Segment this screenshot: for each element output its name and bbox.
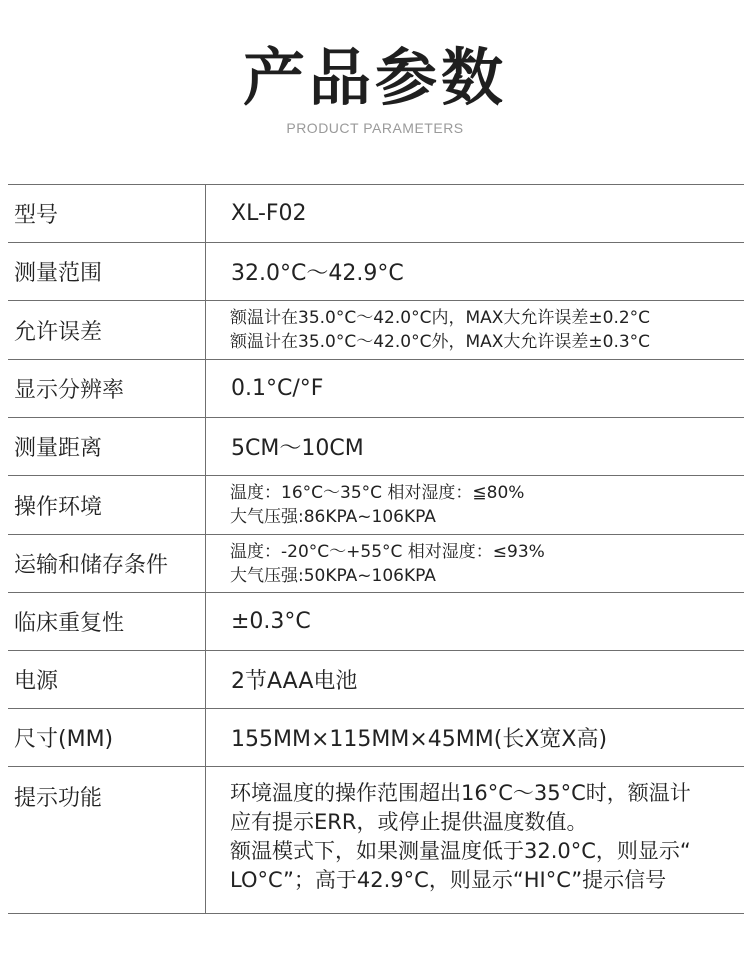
spec-label: 显示分辨率 bbox=[8, 360, 206, 417]
spec-label: 尺寸(MM) bbox=[8, 709, 206, 766]
spec-value-line: LO°C”；高于42.9°C，则显示“HI°C”提示信号 bbox=[230, 868, 667, 892]
spec-value-text: 2节AAA电池 bbox=[231, 669, 358, 694]
spec-value-text: 155MM×115MM×45MM(长X宽X高) bbox=[231, 727, 608, 752]
spec-value bbox=[206, 418, 744, 475]
spec-row-operating bbox=[8, 476, 744, 535]
spec-value-text: ±0.3°C bbox=[231, 609, 311, 634]
page-title: 产品参数 bbox=[242, 41, 507, 114]
spec-row-repeatability bbox=[8, 593, 744, 651]
spec-table bbox=[8, 184, 744, 914]
page-subtitle: PRODUCT PARAMETERS bbox=[286, 120, 464, 136]
spec-value-line: 额温计在35.0°C～42.0°C内，MAX大允许误差±0.2°C bbox=[230, 308, 651, 328]
spec-row-alerts bbox=[8, 767, 744, 914]
spec-value bbox=[206, 243, 744, 300]
spec-value bbox=[206, 651, 744, 708]
spec-value bbox=[206, 709, 744, 766]
spec-value bbox=[206, 476, 744, 534]
spec-value-text: 32.0°C～42.9°C bbox=[231, 261, 404, 286]
spec-row-storage bbox=[8, 535, 744, 593]
spec-value bbox=[206, 360, 744, 417]
spec-label: 电源 bbox=[8, 651, 206, 708]
spec-label: 运输和储存条件 bbox=[8, 535, 206, 592]
spec-value bbox=[206, 535, 744, 592]
spec-label: 测量距离 bbox=[8, 418, 206, 475]
spec-label: 提示功能 bbox=[8, 767, 206, 913]
spec-row-resolution bbox=[8, 360, 744, 418]
spec-label: 操作环境 bbox=[8, 476, 206, 534]
spec-value-line: 温度：16°C～35°C 相对湿度：≦80% bbox=[230, 483, 525, 503]
spec-row-model bbox=[8, 185, 744, 243]
spec-label: 临床重复性 bbox=[8, 593, 206, 650]
spec-value bbox=[206, 593, 744, 650]
spec-row-range bbox=[8, 243, 744, 301]
spec-value-text: 5CM～10CM bbox=[231, 436, 364, 461]
spec-row-size bbox=[8, 709, 744, 767]
spec-value-line: 大气压强:86KPA~106KPA bbox=[230, 507, 436, 527]
spec-value-line: 额温模式下，如果测量温度低于32.0°C，则显示“ bbox=[230, 839, 691, 863]
spec-label: 允许误差 bbox=[8, 301, 206, 359]
spec-value-line: 环境温度的操作范围超出16°C～35°C时，额温计 bbox=[230, 781, 691, 805]
spec-value-text: 0.1°C/°F bbox=[231, 376, 324, 401]
spec-value bbox=[206, 185, 744, 242]
spec-value-line: 大气压强:50KPA~106KPA bbox=[230, 565, 436, 586]
spec-row-accuracy bbox=[8, 301, 744, 360]
spec-row-distance bbox=[8, 418, 744, 476]
spec-row-power bbox=[8, 651, 744, 709]
spec-label: 测量范围 bbox=[8, 243, 206, 300]
spec-value bbox=[206, 301, 744, 359]
spec-label: 型号 bbox=[8, 185, 206, 242]
spec-value-line: 额温计在35.0°C～42.0°C外，MAX大允许误差±0.3°C bbox=[230, 332, 651, 352]
spec-value-line: 温度：-20°C～+55°C 相对湿度：≤93% bbox=[230, 541, 545, 562]
spec-value bbox=[206, 767, 744, 913]
spec-value-text: XL-F02 bbox=[231, 201, 307, 226]
spec-value-line: 应有提示ERR，或停止提供温度数值。 bbox=[230, 810, 588, 834]
